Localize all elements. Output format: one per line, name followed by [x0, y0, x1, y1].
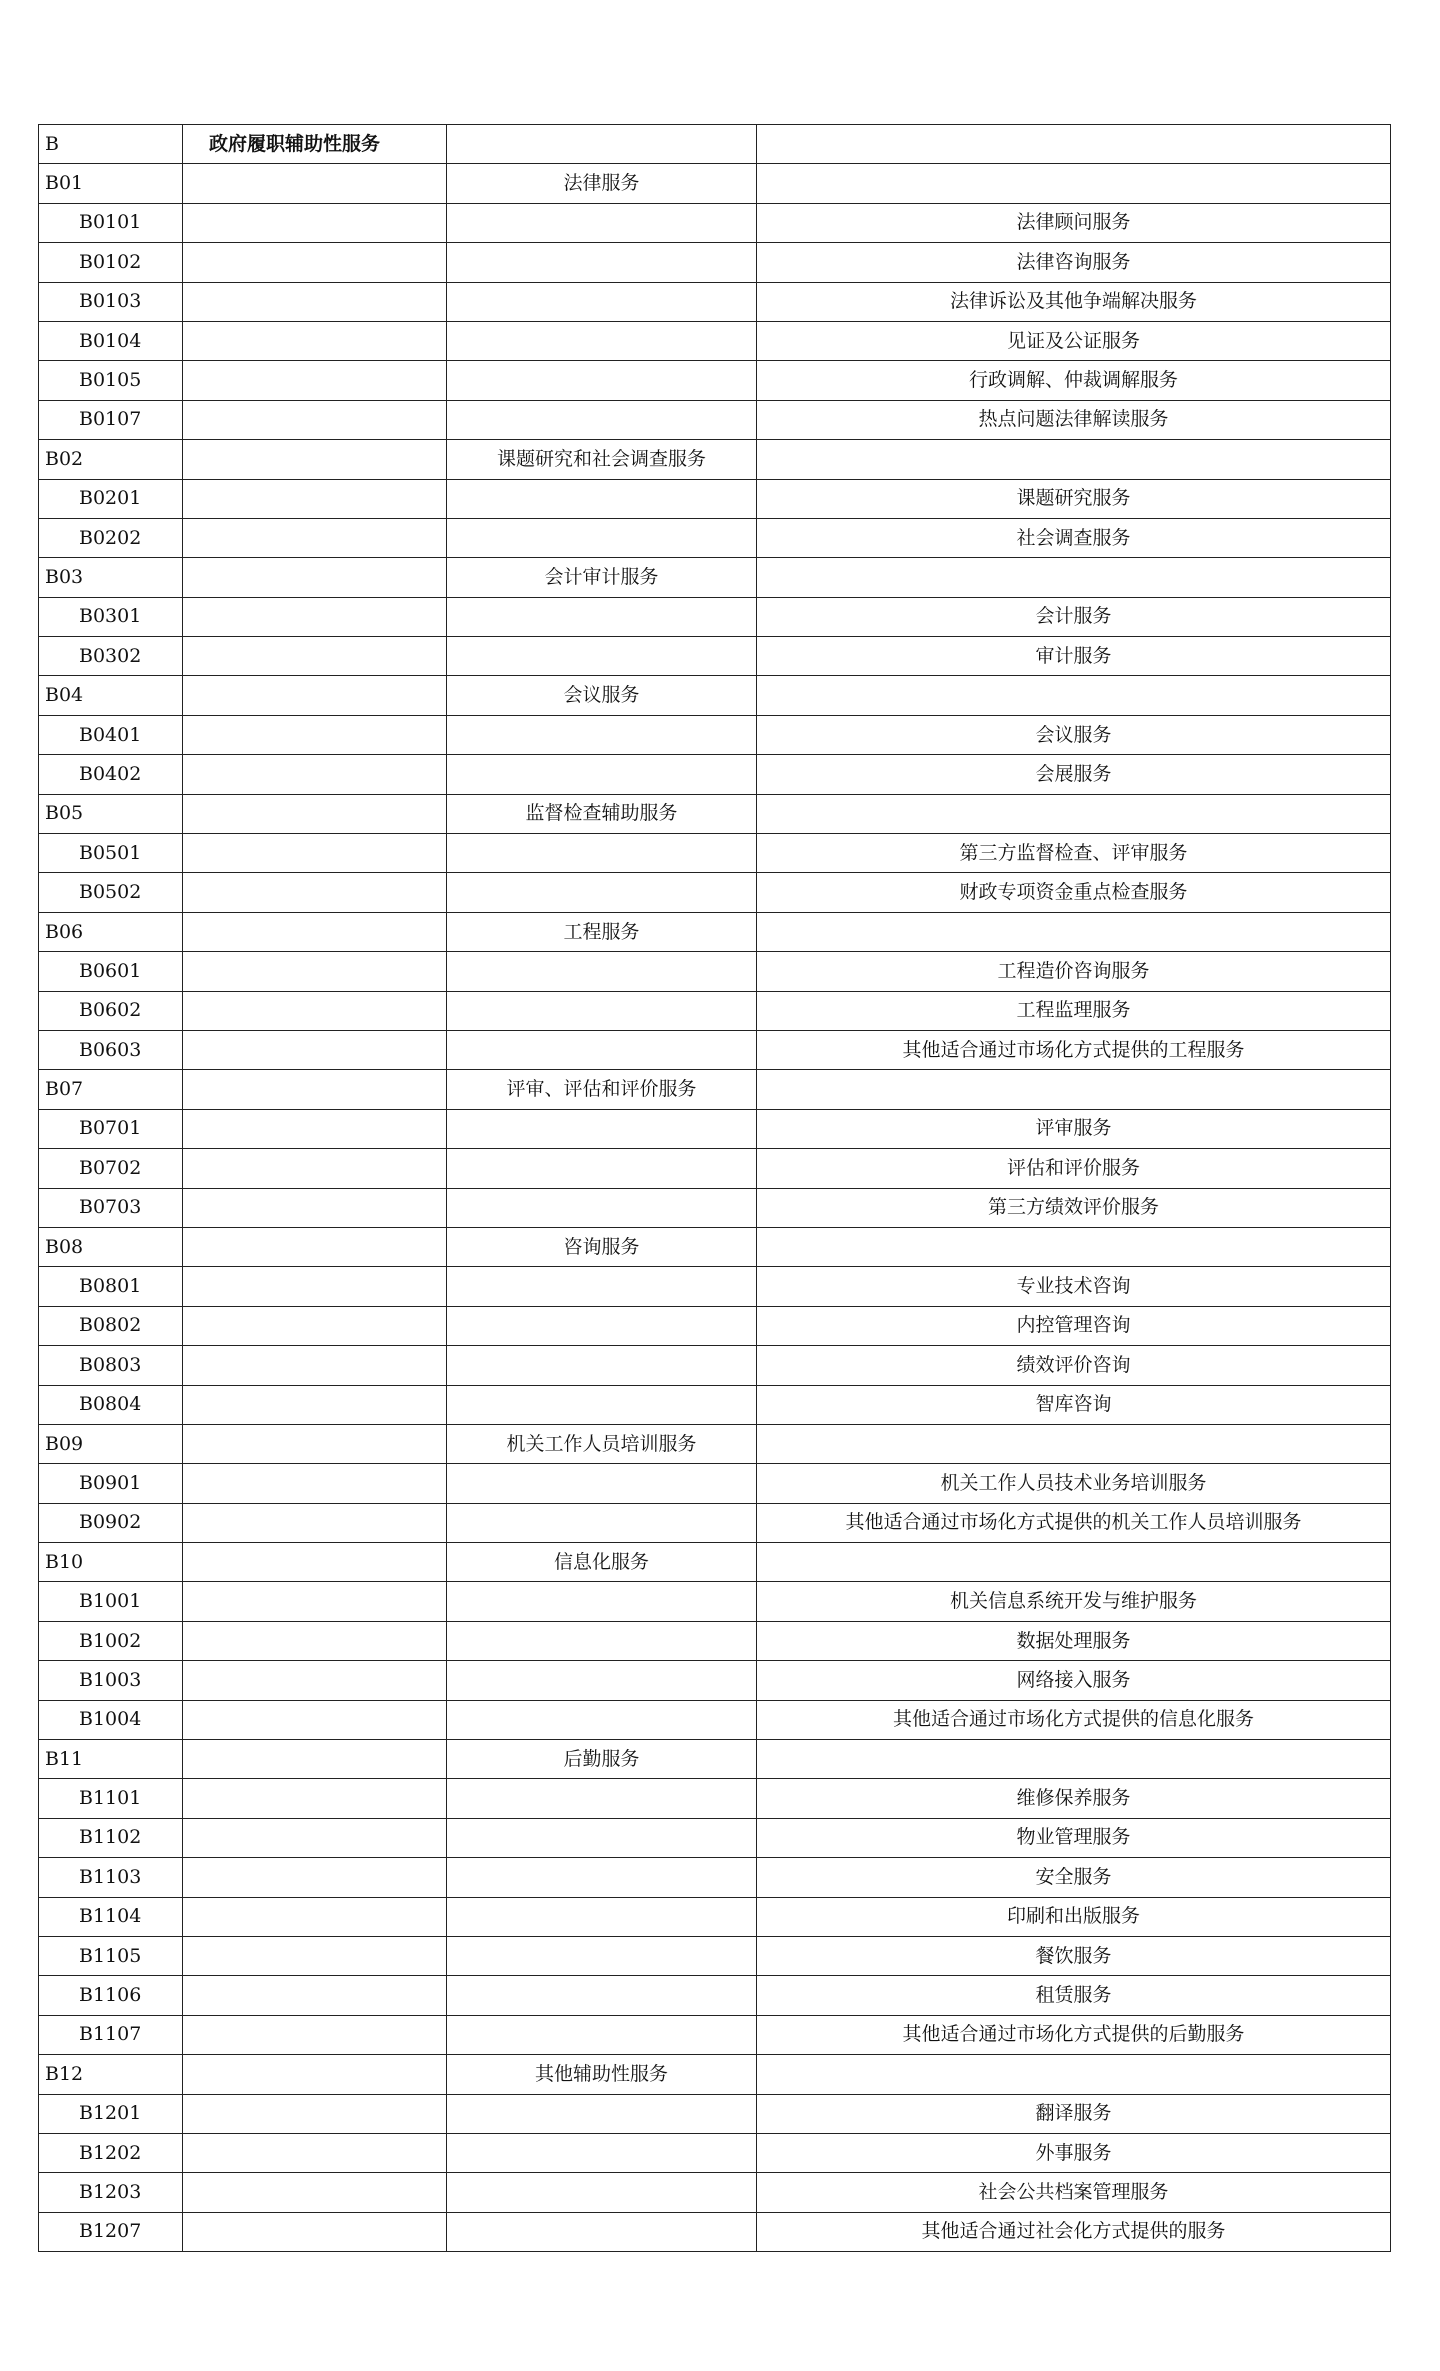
item-cell: [757, 1227, 1391, 1266]
category-row: [39, 2055, 1391, 2094]
code-cell: B: [39, 125, 183, 164]
table-row: [39, 873, 1391, 912]
item-cell: 租赁服务: [757, 1976, 1391, 2015]
category-cell: [447, 479, 757, 518]
code-cell: B1202: [39, 2133, 183, 2172]
name-cell: [183, 991, 447, 1030]
code-cell: B0202: [39, 518, 183, 557]
table-row: [39, 1818, 1391, 1857]
category-cell: [447, 1188, 757, 1227]
name-cell: [183, 1582, 447, 1621]
item-cell: 课题研究服务: [757, 479, 1391, 518]
table-row: [39, 637, 1391, 676]
name-cell: [183, 164, 447, 203]
item-cell: 见证及公证服务: [757, 321, 1391, 360]
code-cell: B08: [39, 1227, 183, 1266]
table-row: [39, 1897, 1391, 1936]
name-cell: [183, 282, 447, 321]
category-cell: 法律服务: [447, 164, 757, 203]
table-row: [39, 1464, 1391, 1503]
code-cell: B1105: [39, 1936, 183, 1975]
code-cell: B06: [39, 912, 183, 951]
code-cell: B0902: [39, 1503, 183, 1542]
item-cell: 会展服务: [757, 755, 1391, 794]
category-row: [39, 558, 1391, 597]
code-cell: B0107: [39, 400, 183, 439]
name-cell: [183, 1543, 447, 1582]
name-cell: [183, 2133, 447, 2172]
item-cell: 审计服务: [757, 637, 1391, 676]
category-cell: [447, 834, 757, 873]
category-cell: 课题研究和社会调查服务: [447, 440, 757, 479]
category-cell: 监督检查辅助服务: [447, 794, 757, 833]
item-cell: [757, 2055, 1391, 2094]
category-cell: 其他辅助性服务: [447, 2055, 757, 2094]
name-cell: [183, 676, 447, 715]
name-cell: [183, 1503, 447, 1542]
category-cell: [447, 1858, 757, 1897]
name-cell: [183, 794, 447, 833]
name-cell: [183, 834, 447, 873]
table-row: [39, 1267, 1391, 1306]
category-row: [39, 1740, 1391, 1779]
code-cell: B0603: [39, 1030, 183, 1069]
item-cell: [757, 1543, 1391, 1582]
table-row: [39, 1976, 1391, 2015]
table-row: [39, 1700, 1391, 1739]
code-cell: B0201: [39, 479, 183, 518]
category-cell: [447, 1385, 757, 1424]
name-cell: [183, 637, 447, 676]
category-cell: 咨询服务: [447, 1227, 757, 1266]
item-cell: 工程监理服务: [757, 991, 1391, 1030]
name-cell: [183, 1661, 447, 1700]
name-cell: [183, 2055, 447, 2094]
category-cell: [447, 715, 757, 754]
table-row: [39, 1188, 1391, 1227]
name-cell: [183, 1740, 447, 1779]
item-cell: 其他适合通过市场化方式提供的信息化服务: [757, 1700, 1391, 1739]
code-cell: B1203: [39, 2173, 183, 2212]
name-cell: 政府履职辅助性服务: [183, 125, 447, 164]
item-cell: 机关工作人员技术业务培训服务: [757, 1464, 1391, 1503]
code-cell: B1002: [39, 1621, 183, 1660]
code-cell: B0105: [39, 361, 183, 400]
table-row: [39, 2173, 1391, 2212]
name-cell: [183, 2094, 447, 2133]
code-cell: B1102: [39, 1818, 183, 1857]
code-cell: B0101: [39, 203, 183, 242]
code-cell: B1003: [39, 1661, 183, 1700]
item-cell: [757, 1070, 1391, 1109]
code-cell: B1207: [39, 2212, 183, 2251]
name-cell: [183, 1897, 447, 1936]
name-cell: [183, 1149, 447, 1188]
code-cell: B0901: [39, 1464, 183, 1503]
item-cell: 智库咨询: [757, 1385, 1391, 1424]
category-cell: [447, 1936, 757, 1975]
table-row: [39, 1661, 1391, 1700]
table-row: [39, 518, 1391, 557]
name-cell: [183, 1109, 447, 1148]
table-row: [39, 597, 1391, 636]
name-cell: [183, 912, 447, 951]
item-cell: 法律顾问服务: [757, 203, 1391, 242]
name-cell: [183, 755, 447, 794]
item-cell: 绩效评价咨询: [757, 1346, 1391, 1385]
item-cell: 安全服务: [757, 1858, 1391, 1897]
category-cell: [447, 1621, 757, 1660]
code-cell: B0102: [39, 243, 183, 282]
code-cell: B0803: [39, 1346, 183, 1385]
item-cell: 会计服务: [757, 597, 1391, 636]
name-cell: [183, 1188, 447, 1227]
category-row: [39, 164, 1391, 203]
code-cell: B11: [39, 1740, 183, 1779]
category-cell: [447, 1109, 757, 1148]
name-cell: [183, 440, 447, 479]
table-row: [39, 400, 1391, 439]
name-cell: [183, 1267, 447, 1306]
table-row: [39, 203, 1391, 242]
category-cell: [447, 755, 757, 794]
category-cell: [447, 1779, 757, 1818]
category-cell: [447, 1976, 757, 2015]
table-row: [39, 1306, 1391, 1345]
name-cell: [183, 1621, 447, 1660]
table-row: [39, 1779, 1391, 1818]
table-row: [39, 1346, 1391, 1385]
name-cell: [183, 1385, 447, 1424]
category-cell: [447, 2133, 757, 2172]
category-cell: [447, 637, 757, 676]
item-cell: 物业管理服务: [757, 1818, 1391, 1857]
code-cell: B0401: [39, 715, 183, 754]
table-row: [39, 321, 1391, 360]
name-cell: [183, 1936, 447, 1975]
table-row: [39, 715, 1391, 754]
category-cell: [447, 1700, 757, 1739]
name-cell: [183, 873, 447, 912]
category-cell: [447, 1346, 757, 1385]
category-cell: [447, 1661, 757, 1700]
item-cell: 其他适合通过社会化方式提供的服务: [757, 2212, 1391, 2251]
category-cell: [447, 361, 757, 400]
category-cell: [447, 2212, 757, 2251]
category-row: [39, 1070, 1391, 1109]
table-row: [39, 1858, 1391, 1897]
item-cell: [757, 440, 1391, 479]
item-cell: 评审服务: [757, 1109, 1391, 1148]
name-cell: [183, 243, 447, 282]
item-cell: 专业技术咨询: [757, 1267, 1391, 1306]
name-cell: [183, 2173, 447, 2212]
category-cell: [447, 282, 757, 321]
item-cell: 会议服务: [757, 715, 1391, 754]
item-cell: 网络接入服务: [757, 1661, 1391, 1700]
category-row: [39, 1424, 1391, 1463]
item-cell: [757, 912, 1391, 951]
table-row: [39, 479, 1391, 518]
name-cell: [183, 952, 447, 991]
category-cell: 会计审计服务: [447, 558, 757, 597]
item-cell: 机关信息系统开发与维护服务: [757, 1582, 1391, 1621]
table-row: [39, 991, 1391, 1030]
code-cell: B0802: [39, 1306, 183, 1345]
code-cell: B0701: [39, 1109, 183, 1148]
code-cell: B0302: [39, 637, 183, 676]
code-cell: B05: [39, 794, 183, 833]
table-row: [39, 2015, 1391, 2054]
category-cell: [447, 400, 757, 439]
name-cell: [183, 597, 447, 636]
category-cell: [447, 1464, 757, 1503]
code-cell: B1106: [39, 1976, 183, 2015]
item-cell: [757, 164, 1391, 203]
category-cell: [447, 952, 757, 991]
table-row: [39, 1621, 1391, 1660]
table-row: [39, 1503, 1391, 1542]
category-row: [39, 1227, 1391, 1266]
item-cell: 其他适合通过市场化方式提供的后勤服务: [757, 2015, 1391, 2054]
name-cell: [183, 400, 447, 439]
table-row: [39, 755, 1391, 794]
item-cell: [757, 125, 1391, 164]
category-cell: [447, 1030, 757, 1069]
category-cell: 评审、评估和评价服务: [447, 1070, 757, 1109]
category-cell: [447, 321, 757, 360]
name-cell: [183, 1976, 447, 2015]
name-cell: [183, 1424, 447, 1463]
category-cell: [447, 1818, 757, 1857]
code-cell: B1004: [39, 1700, 183, 1739]
table-header-row: [39, 125, 1391, 164]
name-cell: [183, 1070, 447, 1109]
name-cell: [183, 715, 447, 754]
item-cell: 行政调解、仲裁调解服务: [757, 361, 1391, 400]
table-row: [39, 1030, 1391, 1069]
code-cell: B0801: [39, 1267, 183, 1306]
name-cell: [183, 203, 447, 242]
item-cell: [757, 794, 1391, 833]
code-cell: B09: [39, 1424, 183, 1463]
code-cell: B0104: [39, 321, 183, 360]
code-cell: B01: [39, 164, 183, 203]
category-cell: [447, 518, 757, 557]
code-cell: B0402: [39, 755, 183, 794]
category-cell: [447, 125, 757, 164]
name-cell: [183, 1030, 447, 1069]
code-cell: B1201: [39, 2094, 183, 2133]
item-cell: [757, 1424, 1391, 1463]
category-cell: [447, 1503, 757, 1542]
name-cell: [183, 1818, 447, 1857]
item-cell: 维修保养服务: [757, 1779, 1391, 1818]
code-cell: B1104: [39, 1897, 183, 1936]
item-cell: 其他适合通过市场化方式提供的机关工作人员培训服务: [757, 1503, 1391, 1542]
item-cell: 法律诉讼及其他争端解决服务: [757, 282, 1391, 321]
code-cell: B03: [39, 558, 183, 597]
item-cell: 第三方监督检查、评审服务: [757, 834, 1391, 873]
table-row: [39, 282, 1391, 321]
code-cell: B04: [39, 676, 183, 715]
category-cell: [447, 1897, 757, 1936]
code-cell: B0804: [39, 1385, 183, 1424]
table-row: [39, 2133, 1391, 2172]
table-row: [39, 1149, 1391, 1188]
category-cell: [447, 1582, 757, 1621]
code-cell: B1001: [39, 1582, 183, 1621]
item-cell: 法律咨询服务: [757, 243, 1391, 282]
code-cell: B0703: [39, 1188, 183, 1227]
table-row: [39, 1582, 1391, 1621]
item-cell: 翻译服务: [757, 2094, 1391, 2133]
name-cell: [183, 479, 447, 518]
category-cell: [447, 243, 757, 282]
item-cell: 财政专项资金重点检查服务: [757, 873, 1391, 912]
category-cell: [447, 1306, 757, 1345]
category-cell: 后勤服务: [447, 1740, 757, 1779]
table-row: [39, 1936, 1391, 1975]
name-cell: [183, 1858, 447, 1897]
item-cell: 工程造价咨询服务: [757, 952, 1391, 991]
name-cell: [183, 1346, 447, 1385]
item-cell: 第三方绩效评价服务: [757, 1188, 1391, 1227]
name-cell: [183, 1306, 447, 1345]
category-cell: [447, 2094, 757, 2133]
item-cell: 社会公共档案管理服务: [757, 2173, 1391, 2212]
item-cell: 热点问题法律解读服务: [757, 400, 1391, 439]
name-cell: [183, 1464, 447, 1503]
code-cell: B1107: [39, 2015, 183, 2054]
service-catalog-body: [39, 125, 1391, 2252]
name-cell: [183, 518, 447, 557]
code-cell: B02: [39, 440, 183, 479]
item-cell: 内控管理咨询: [757, 1306, 1391, 1345]
table-row: [39, 834, 1391, 873]
item-cell: 其他适合通过市场化方式提供的工程服务: [757, 1030, 1391, 1069]
item-cell: [757, 676, 1391, 715]
category-cell: [447, 991, 757, 1030]
code-cell: B0501: [39, 834, 183, 873]
item-cell: [757, 1740, 1391, 1779]
name-cell: [183, 361, 447, 400]
code-cell: B10: [39, 1543, 183, 1582]
name-cell: [183, 1700, 447, 1739]
name-cell: [183, 2212, 447, 2251]
name-cell: [183, 1779, 447, 1818]
category-row: [39, 794, 1391, 833]
item-cell: 社会调查服务: [757, 518, 1391, 557]
table-row: [39, 361, 1391, 400]
item-cell: [757, 558, 1391, 597]
code-cell: B1103: [39, 1858, 183, 1897]
item-cell: 印刷和出版服务: [757, 1897, 1391, 1936]
name-cell: [183, 2015, 447, 2054]
category-row: [39, 912, 1391, 951]
service-catalog-table: [38, 124, 1391, 2252]
item-cell: 餐饮服务: [757, 1936, 1391, 1975]
code-cell: B0103: [39, 282, 183, 321]
category-row: [39, 1543, 1391, 1582]
name-cell: [183, 321, 447, 360]
item-cell: 数据处理服务: [757, 1621, 1391, 1660]
code-cell: B0602: [39, 991, 183, 1030]
table-row: [39, 2094, 1391, 2133]
code-cell: B12: [39, 2055, 183, 2094]
name-cell: [183, 1227, 447, 1266]
category-cell: [447, 2173, 757, 2212]
category-cell: [447, 597, 757, 636]
table-row: [39, 243, 1391, 282]
code-cell: B07: [39, 1070, 183, 1109]
category-cell: 机关工作人员培训服务: [447, 1424, 757, 1463]
category-row: [39, 440, 1391, 479]
item-cell: 外事服务: [757, 2133, 1391, 2172]
table-row: [39, 1385, 1391, 1424]
category-cell: 会议服务: [447, 676, 757, 715]
category-cell: 信息化服务: [447, 1543, 757, 1582]
code-cell: B0702: [39, 1149, 183, 1188]
table-row: [39, 1109, 1391, 1148]
category-cell: [447, 1267, 757, 1306]
table-row: [39, 952, 1391, 991]
category-cell: [447, 2015, 757, 2054]
code-cell: B0502: [39, 873, 183, 912]
category-cell: [447, 873, 757, 912]
category-cell: 工程服务: [447, 912, 757, 951]
category-cell: [447, 1149, 757, 1188]
category-cell: [447, 203, 757, 242]
code-cell: B0601: [39, 952, 183, 991]
code-cell: B1101: [39, 1779, 183, 1818]
item-cell: 评估和评价服务: [757, 1149, 1391, 1188]
name-cell: [183, 558, 447, 597]
category-row: [39, 676, 1391, 715]
table-row: [39, 2212, 1391, 2251]
code-cell: B0301: [39, 597, 183, 636]
